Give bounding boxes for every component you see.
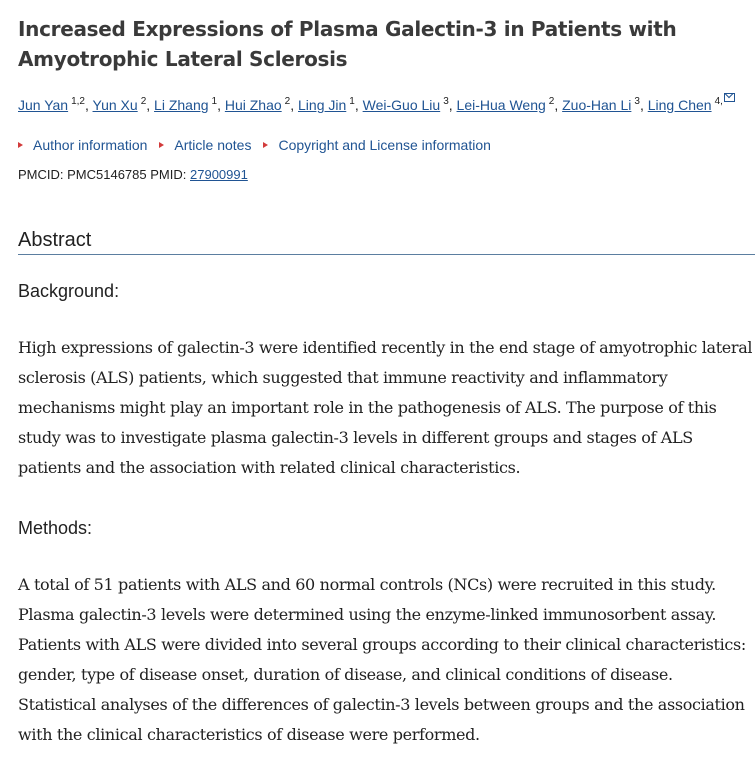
author-link[interactable]: Jun Yan	[18, 97, 69, 113]
author-link[interactable]: Ling Jin	[298, 97, 347, 113]
article-title: Increased Expressions of Plasma Galectin-3 in Patients with Amyotrophic Lateral Sclerosis	[18, 17, 677, 71]
author-list: Jun Yan $^{1,2}$, Yun Xu $^2$, Li Zhang $^1$, Hui Zhao $^2$, Ling Jin $^1$, Wei-Guo Liu $^3$, Lei-Hua Weng $^2$, Zuo-Han Li $^3$, Ling Chen $^{4,}$	[18, 92, 753, 115]
article-ids	[18, 165, 753, 185]
article-info-toggles	[18, 135, 753, 155]
author-link[interactable]: Hui Zhao	[224, 97, 282, 113]
triangle-right-icon	[18, 142, 23, 148]
pmcid: PMCID: PMC5146785	[18, 167, 147, 182]
author-link[interactable]: Li Zhang	[154, 97, 209, 113]
copyright-license-toggle[interactable]: Copyright and License information	[263, 135, 490, 155]
background-paragraph: High expressions of galectin-3 were identified recently in the end stage of amyotrophic lateral sclerosis (ALS) patients, which suggested that immune reactivity and inflammatory mechanisms might play an important role in the pathogenesis of ALS. The purpose of this study was to investigate plasma galectin-3 levels in different groups and stages of ALS patients and the association with related clinical characteristics.	[18, 338, 753, 477]
triangle-right-icon	[159, 142, 164, 148]
affiliation-sup: 1	[349, 96, 355, 107]
triangle-right-icon	[263, 142, 268, 148]
author-link[interactable]: Lei-Hua Weng	[456, 97, 546, 113]
abstract-heading: Abstract	[18, 228, 755, 255]
methods-heading: Methods:	[18, 518, 93, 538]
author-information-toggle[interactable]: Author information	[18, 135, 147, 155]
affiliation-sup: 1	[211, 96, 218, 107]
affiliation-sup: 1,2	[71, 96, 85, 107]
background-heading: Background:	[18, 281, 120, 301]
affiliation-sup: 2	[140, 96, 147, 107]
pmid-label: PMID:	[150, 167, 187, 182]
affiliation-sup: 3	[634, 96, 640, 107]
author-link[interactable]: Ling Chen	[647, 97, 712, 113]
pmid-link[interactable]: 27900991	[190, 167, 248, 182]
methods-paragraph: A total of 51 patients with ALS and 60 normal controls (NCs) were recruited in this study. Plasma galectin-3 levels were determined using the enzyme-linked immunosorbent assay. Patients with ALS were divided into several groups according to their clinical characteristics: gender, type of disease onset, duration of disease, and clinical conditions of disease. Statistical analyses of the differences of galectin-3 levels between groups and the association with the clinical characteristics of disease were performed.	[18, 575, 746, 744]
article-notes-toggle[interactable]: Article notes	[159, 135, 251, 155]
article-page	[18, 10, 753, 750]
affiliation-sup: 3	[443, 96, 449, 107]
author-link[interactable]: Wei-Guo Liu	[362, 97, 441, 113]
author-link[interactable]: Zuo-Han Li	[562, 97, 632, 113]
affiliation-sup: 2	[284, 96, 291, 107]
affiliation-sup: 2	[548, 96, 555, 107]
affiliation-sup: 4,	[714, 96, 723, 107]
author-link[interactable]: Yun Xu	[92, 97, 138, 113]
envelope-icon[interactable]	[724, 93, 735, 102]
